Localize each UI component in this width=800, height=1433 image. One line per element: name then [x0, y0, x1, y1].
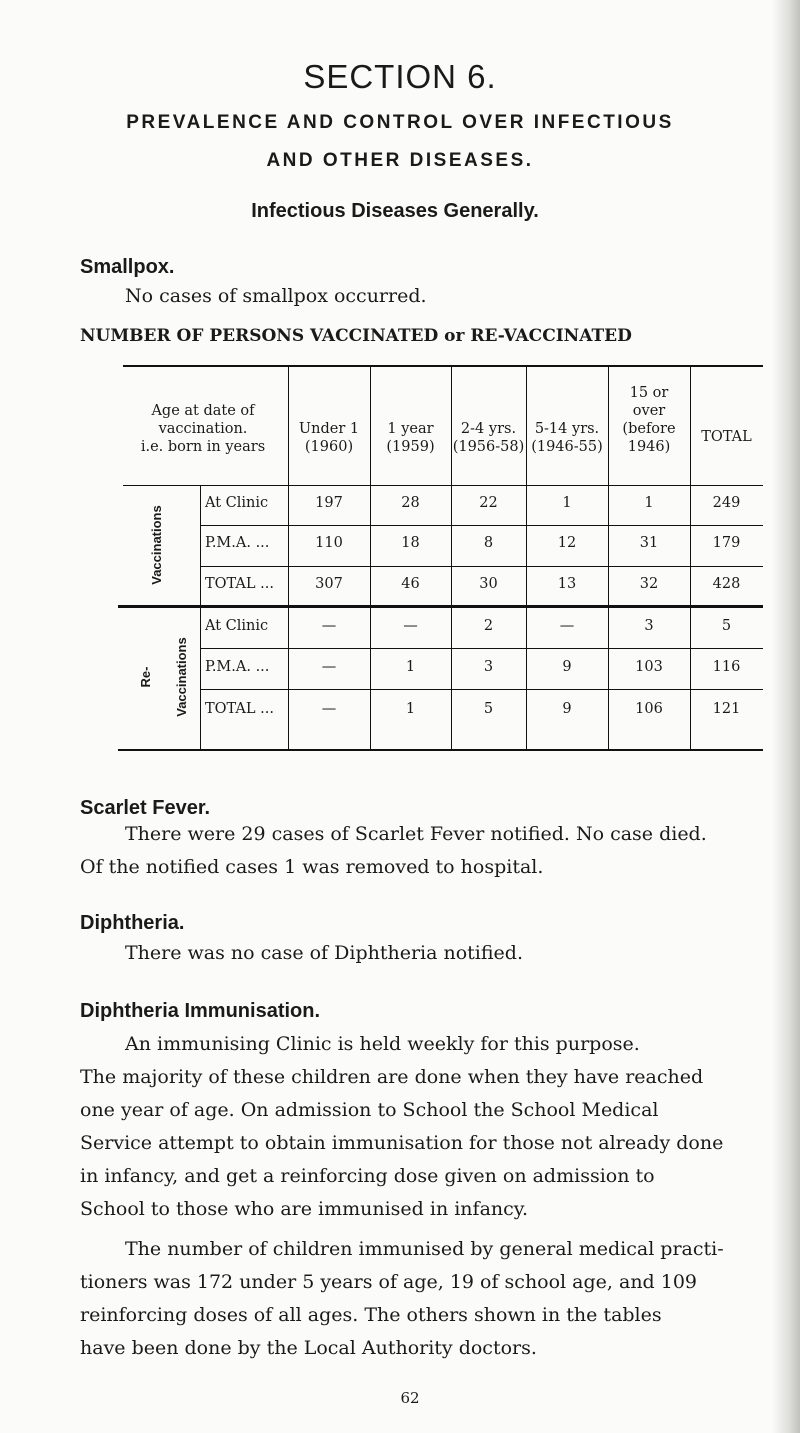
table-cell: — [321, 701, 337, 717]
row-label: P.M.A. ... [205, 535, 270, 551]
immunisation-heading: Diphtheria Immunisation. [80, 1000, 321, 1022]
col-rule [690, 365, 691, 749]
header-line: 2-4 yrs. [460, 421, 517, 437]
header-rule [123, 485, 763, 486]
table-cell: 22 [479, 495, 498, 511]
header-line: 15 or [629, 385, 669, 401]
table-cell: 307 [315, 576, 343, 592]
table-cell: 46 [401, 576, 420, 592]
page-number: 62 [400, 1389, 420, 1407]
row-label: TOTAL ... [205, 701, 274, 717]
immunisation-p2-line: tioners was 172 under 5 years of age, 19 of school age, and 109 [80, 1271, 698, 1293]
main-heading-line2: AND OTHER DISEASES. [266, 150, 534, 171]
smallpox-text: No cases of smallpox occurred. [125, 285, 427, 307]
table-cell: 31 [639, 535, 659, 551]
header-line: (1960) [304, 439, 354, 455]
table-cell: 1 [405, 701, 416, 717]
group-label-vaccinations: Vaccinations [149, 505, 164, 585]
table-cell: 12 [557, 535, 577, 551]
row-label: At Clinic [205, 618, 269, 634]
header-total [690, 428, 763, 446]
vaccination-table [118, 365, 763, 751]
header-line: (1946-55) [531, 439, 603, 455]
row-rule [200, 566, 763, 567]
table-caption: NUMBER OF PERSONS VACCINATED or RE-VACCINATED [80, 326, 632, 346]
col-rule [200, 485, 201, 749]
header-5-14-yrs [526, 420, 608, 456]
table-cell: — [321, 618, 337, 634]
immunisation-p1-line: School to those who are immunised in infancy. [80, 1198, 529, 1220]
table-cell: 116 [712, 659, 741, 675]
table-cell: 9 [562, 701, 572, 717]
header-line: (1956-58) [452, 439, 525, 455]
table-cell: 1 [405, 659, 416, 675]
main-heading-line1: PREVALENCE AND CONTROL OVER INFECTIOUS [126, 112, 674, 133]
smallpox-heading: Smallpox. [80, 256, 175, 278]
immunisation-p1-line: one year of age. On admission to School the School Medical [80, 1099, 659, 1121]
header-15-or-over [608, 384, 690, 456]
header-age [118, 402, 288, 456]
diphtheria-text: There was no case of Diphtheria notified. [125, 942, 523, 964]
table-cell: — [403, 618, 418, 634]
header-line: 1 year [387, 421, 434, 437]
scarlet-fever-line-1: There were 29 cases of Scarlet Fever notified. No case died. [125, 823, 707, 845]
header-age-line: vaccination. [158, 421, 248, 437]
table-cell: 28 [401, 495, 420, 511]
row-rule [200, 525, 763, 526]
table-cell: 18 [401, 535, 420, 551]
immunisation-p1-line: An immunising Clinic is held weekly for this purpose. [125, 1033, 640, 1055]
table-cell: 9 [562, 659, 572, 675]
row-label: P.M.A. ... [205, 659, 270, 675]
header-line: Under 1 [298, 421, 360, 437]
table-cell: 2 [483, 618, 494, 634]
header-line: 1946) [627, 439, 671, 455]
immunisation-p1-line: in infancy, and get a reinforcing dose given on admission to [80, 1165, 655, 1187]
table-cell: 1 [644, 495, 654, 511]
immunisation-p1-line: Service attempt to obtain immunisation for those not already done [80, 1132, 724, 1154]
table-cell: 110 [315, 535, 343, 551]
diphtheria-heading: Diphtheria. [80, 912, 185, 934]
section-title: SECTION 6. [303, 58, 497, 95]
table-cell: 428 [712, 576, 741, 592]
table-cell: 197 [315, 495, 343, 511]
row-rule [200, 689, 763, 690]
table-top-rule [123, 365, 763, 367]
table-cell: 1 [562, 495, 572, 511]
table-cell: 3 [644, 618, 654, 634]
row-label: At Clinic [205, 495, 269, 511]
table-cell: 249 [712, 495, 741, 511]
table-cell: — [559, 618, 575, 634]
table-cell: 13 [557, 576, 577, 592]
row-label: TOTAL ... [205, 576, 274, 592]
group-label-vaccinations-2: Vaccinations [174, 637, 189, 717]
header-line: (before [622, 421, 676, 437]
table-cell: 32 [639, 576, 659, 592]
table-cell: 5 [721, 618, 732, 634]
scarlet-fever-line-2: Of the notified cases 1 was removed to hospital. [80, 856, 544, 878]
table-cell: 179 [712, 535, 741, 551]
table-cell: 3 [483, 659, 494, 675]
immunisation-p2-line: The number of children immunised by general medical practi- [125, 1238, 724, 1260]
header-2-4-yrs [451, 420, 526, 456]
table-cell: 121 [712, 701, 741, 717]
header-line: 5-14 yrs. [534, 421, 600, 437]
immunisation-p2-line: reinforcing doses of all ages. The others shown in the tables [80, 1304, 662, 1326]
header-1-year [370, 420, 451, 456]
table-cell: 103 [635, 659, 663, 675]
immunisation-p2-line: have been done by the Local Authority doctors. [80, 1337, 537, 1359]
group-label-re: Re- [138, 666, 153, 688]
row-rule [200, 648, 763, 649]
table-cell: 5 [483, 701, 494, 717]
table-cell: 106 [635, 701, 663, 717]
table-cell: 30 [479, 576, 498, 592]
header-line: (1959) [386, 439, 435, 455]
subheading: Infectious Diseases Generally. [251, 200, 539, 222]
table-bottom-rule [118, 749, 763, 751]
header-line: over [632, 403, 666, 419]
header-under-1 [288, 420, 370, 456]
table-cell: 8 [483, 535, 494, 551]
scarlet-fever-heading: Scarlet Fever. [80, 797, 211, 819]
header-age-line: Age at date of [151, 403, 255, 419]
immunisation-p1-line: The majority of these children are done when they have reached [80, 1066, 704, 1088]
header-line: TOTAL [701, 429, 752, 445]
header-age-line: i.e. born in years [140, 439, 266, 455]
group-rule [118, 605, 763, 608]
table-cell: — [321, 659, 337, 675]
